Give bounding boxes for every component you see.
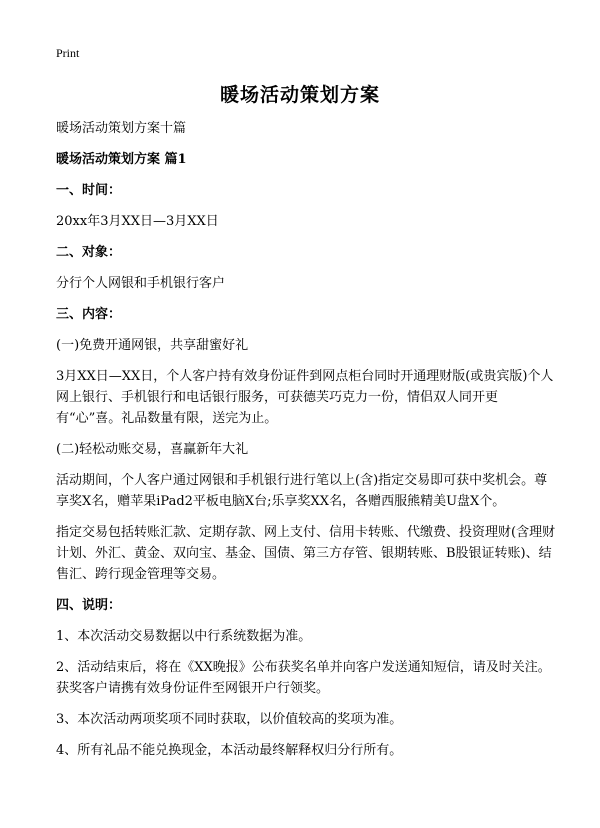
note-1: 1、本次活动交易数据以中行系统数据为准。	[56, 629, 312, 644]
subtitle-line: 暖场活动策划方案十篇	[56, 121, 187, 136]
print-link[interactable]: Print	[56, 46, 80, 60]
section-heading-audience: 二、对象：	[56, 245, 122, 260]
time-text: 20xx年3月XX日—3月XX日	[56, 214, 219, 229]
note-2: 2、活动结束后，将在《XX晚报》公布获奖名单并向客户发送通知短信，请及时关注。获奖客户请携有效身份证件至网银开户行领奖。	[56, 660, 551, 696]
document-body	[56, 118, 556, 771]
content-item-1-title: (一)免费开通网银，共享甜蜜好礼	[56, 338, 249, 353]
note-4: 4、所有礼品不能兑换现金，本活动最终解释权归分行所有。	[56, 743, 403, 758]
note-3: 3、本次活动两项奖项不同时获取，以价值较高的奖项为准。	[56, 712, 403, 727]
audience-text: 分行个人网银和手机银行客户	[56, 276, 226, 291]
section-heading-content: 三、内容：	[56, 307, 122, 322]
content-item-2-title: (二)轻松动账交易，喜赢新年大礼	[56, 442, 249, 457]
section-heading-article: 暖场活动策划方案 篇1	[56, 152, 187, 167]
content-item-2-body: 活动期间，个人客户通过网银和手机银行进行笔以上(含)指定交易即可获中奖机会。尊享奖X名，赠苹果iPad2平板电脑X台;乐享奖XX名，各赠西服熊精美U盘X个。	[56, 473, 548, 509]
section-heading-time: 一、时间：	[56, 183, 122, 198]
section-heading-notes: 四、说明：	[56, 598, 122, 613]
page-title: 暖场活动策划方案	[219, 84, 380, 106]
content-item-2-detail: 指定交易包括转账汇款、定期存款、网上支付、信用卡转账、代缴费、投资理财(含理财计划、外汇、黄金、双向宝、基金、国债、第三方存管、银期转账、B股银证转账)、结售汇、跨行现金管理等交易。	[56, 525, 556, 582]
content-item-1-body: 3月XX日—XX日，个人客户持有效身份证件到网点柜台同时开通理财版(或贵宾版)个人网上银行、手机银行和电话银行服务，可获德芙巧克力一份，情侣双人同开更有“心”喜。礼品数量有限，送完为止。	[56, 369, 554, 426]
